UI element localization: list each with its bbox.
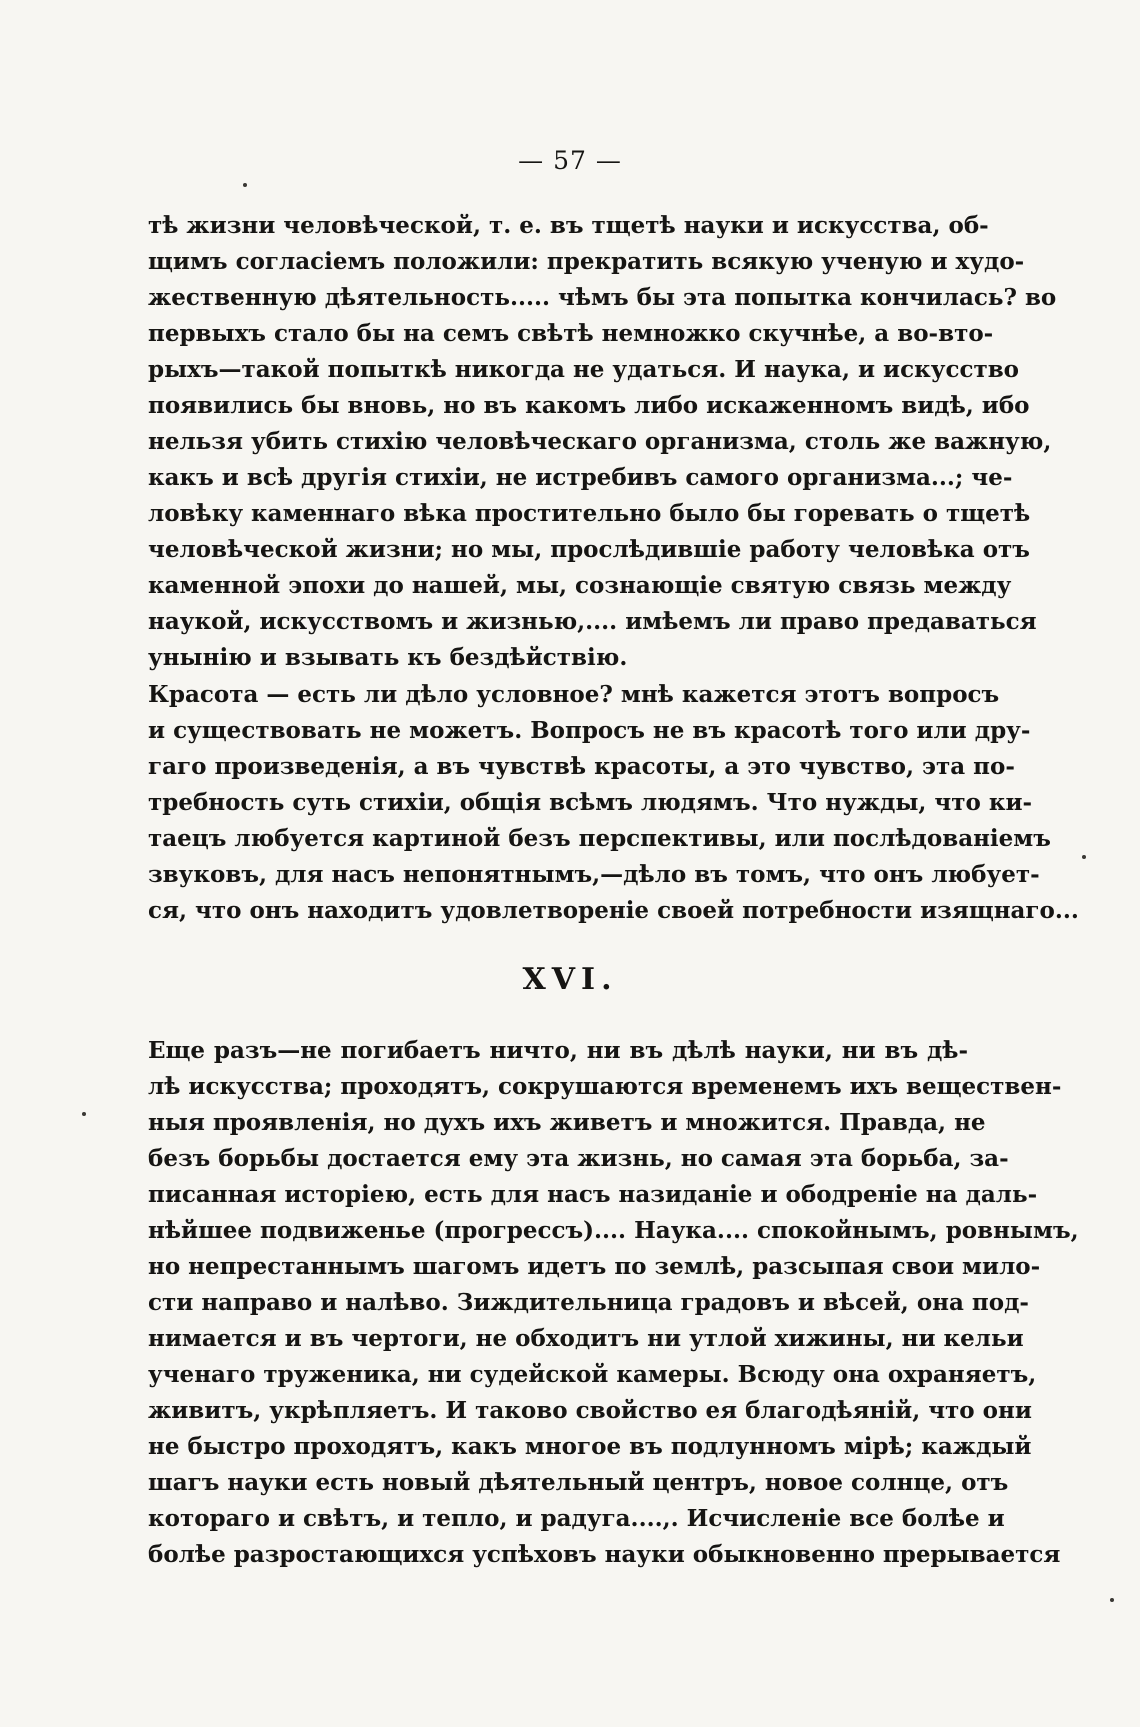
text-line: нимается и въ чертоги, не обходитъ ни утлой хижины, ни кельи (148, 1325, 1024, 1352)
text-line: не быстро проходятъ, какъ многое въ подлунномъ мірѣ; каждый (148, 1433, 1032, 1460)
text-line: наукой, искусствомъ и жизнью,.... имѣемъ ли право предаваться (148, 608, 1037, 635)
text-line: Красота — есть ли дѣло условное? мнѣ кажется этотъ вопросъ (148, 681, 1000, 708)
paragraph-2 (148, 677, 1079, 929)
print-speck (82, 1112, 86, 1116)
text-line: гаго произведенія, а въ чувствѣ красоты, а это чувство, эта по- (148, 753, 1015, 780)
page-number: — 57 — (518, 146, 622, 175)
text-line: нельзя убить стихію человѣческаго организма, столь же важную, (148, 428, 1052, 455)
text-line: первыхъ стало бы на семъ свѣтѣ немножко скучнѣе, а во-вто- (148, 320, 994, 347)
paragraph-3 (148, 1033, 1079, 1573)
text-line: каменной эпохи до нашей, мы, сознающіе святую связь между (148, 572, 1012, 599)
text-line: нѣйшее подвиженье (прогрессъ).... Наука.... спокойнымъ, ровнымъ, (148, 1217, 1079, 1244)
text-line: звуковъ, для насъ непонятнымъ,—дѣло въ томъ, что онъ любует- (148, 861, 1040, 888)
text-line: писанная исторіею, есть для насъ назиданіе и ободреніе на даль- (148, 1181, 1038, 1208)
text-line: требность суть стихіи, общія всѣмъ людямъ. Что нужды, что ки- (148, 789, 1033, 816)
text-line: появились бы вновь, но въ какомъ либо искаженномъ видѣ, ибо (148, 392, 1030, 419)
text-line: таецъ любуется картиной безъ перспективы, или послѣдованіемъ (148, 825, 1051, 852)
section-heading: XVI. (522, 962, 618, 997)
text-line: тѣ жизни человѣческой, т. е. въ тщетѣ науки и искусства, об- (148, 212, 989, 239)
text-line: унынію и взывать къ бездѣйствію. (148, 644, 628, 671)
text-line: шагъ науки есть новый дѣятельный центръ, новое солнце, отъ (148, 1469, 1009, 1496)
text-line: жественную дѣятельность..... чѣмъ бы эта попытка кончилась? во (148, 284, 1057, 311)
print-speck (243, 183, 247, 187)
text-line: ныя проявленія, но духъ ихъ живетъ и множится. Правда, не (148, 1109, 986, 1136)
text-line: котораго и свѣтъ, и тепло, и радуга....,. Исчисленіе все болѣе и (148, 1505, 1005, 1532)
text-line: болѣе разростающихся успѣховъ науки обыкновенно прерывается (148, 1541, 1061, 1568)
text-line: рыхъ—такой попыткѣ никогда не удаться. И наука, и искусство (148, 356, 1020, 383)
text-line: лѣ искусства; проходятъ, сокрушаются временемъ ихъ веществен- (148, 1073, 1062, 1100)
print-speck (1110, 1598, 1114, 1602)
text-line: какъ и всѣ другія стихіи, не истребивъ самого организма...; че- (148, 464, 1013, 491)
text-line: человѣческой жизни; но мы, прослѣдившіе работу человѣка отъ (148, 536, 1030, 563)
text-line: но непрестаннымъ шагомъ идетъ по землѣ, разсыпая свои мило- (148, 1253, 1041, 1280)
text-line: безъ борьбы достается ему эта жизнь, но самая эта борьба, за- (148, 1145, 1009, 1172)
text-line: ловѣку каменнаго вѣка простительно было бы горевать о тщетѣ (148, 500, 1031, 527)
text-line: Еще разъ—не погибаетъ ничто, ни въ дѣлѣ науки, ни въ дѣ- (148, 1037, 968, 1064)
text-line: сти направо и налѣво. Зиждительница градовъ и вѣсей, она под- (148, 1289, 1029, 1316)
text-line: ся, что онъ находитъ удовлетвореніе своей потребности изящнаго... (148, 897, 1079, 924)
text-line: живитъ, укрѣпляетъ. И таково свойство ея благодѣяній, что они (148, 1397, 1032, 1424)
text-line: ученаго труженика, ни судейской камеры. Всюду она охраняетъ, (148, 1361, 1037, 1388)
paragraph-1 (148, 208, 1057, 676)
print-speck (1082, 855, 1086, 859)
text-line: и существовать не можетъ. Вопросъ не въ красотѣ того или дру- (148, 717, 1031, 744)
text-line: щимъ согласіемъ положили: прекратить всякую ученую и худо- (148, 248, 1025, 275)
